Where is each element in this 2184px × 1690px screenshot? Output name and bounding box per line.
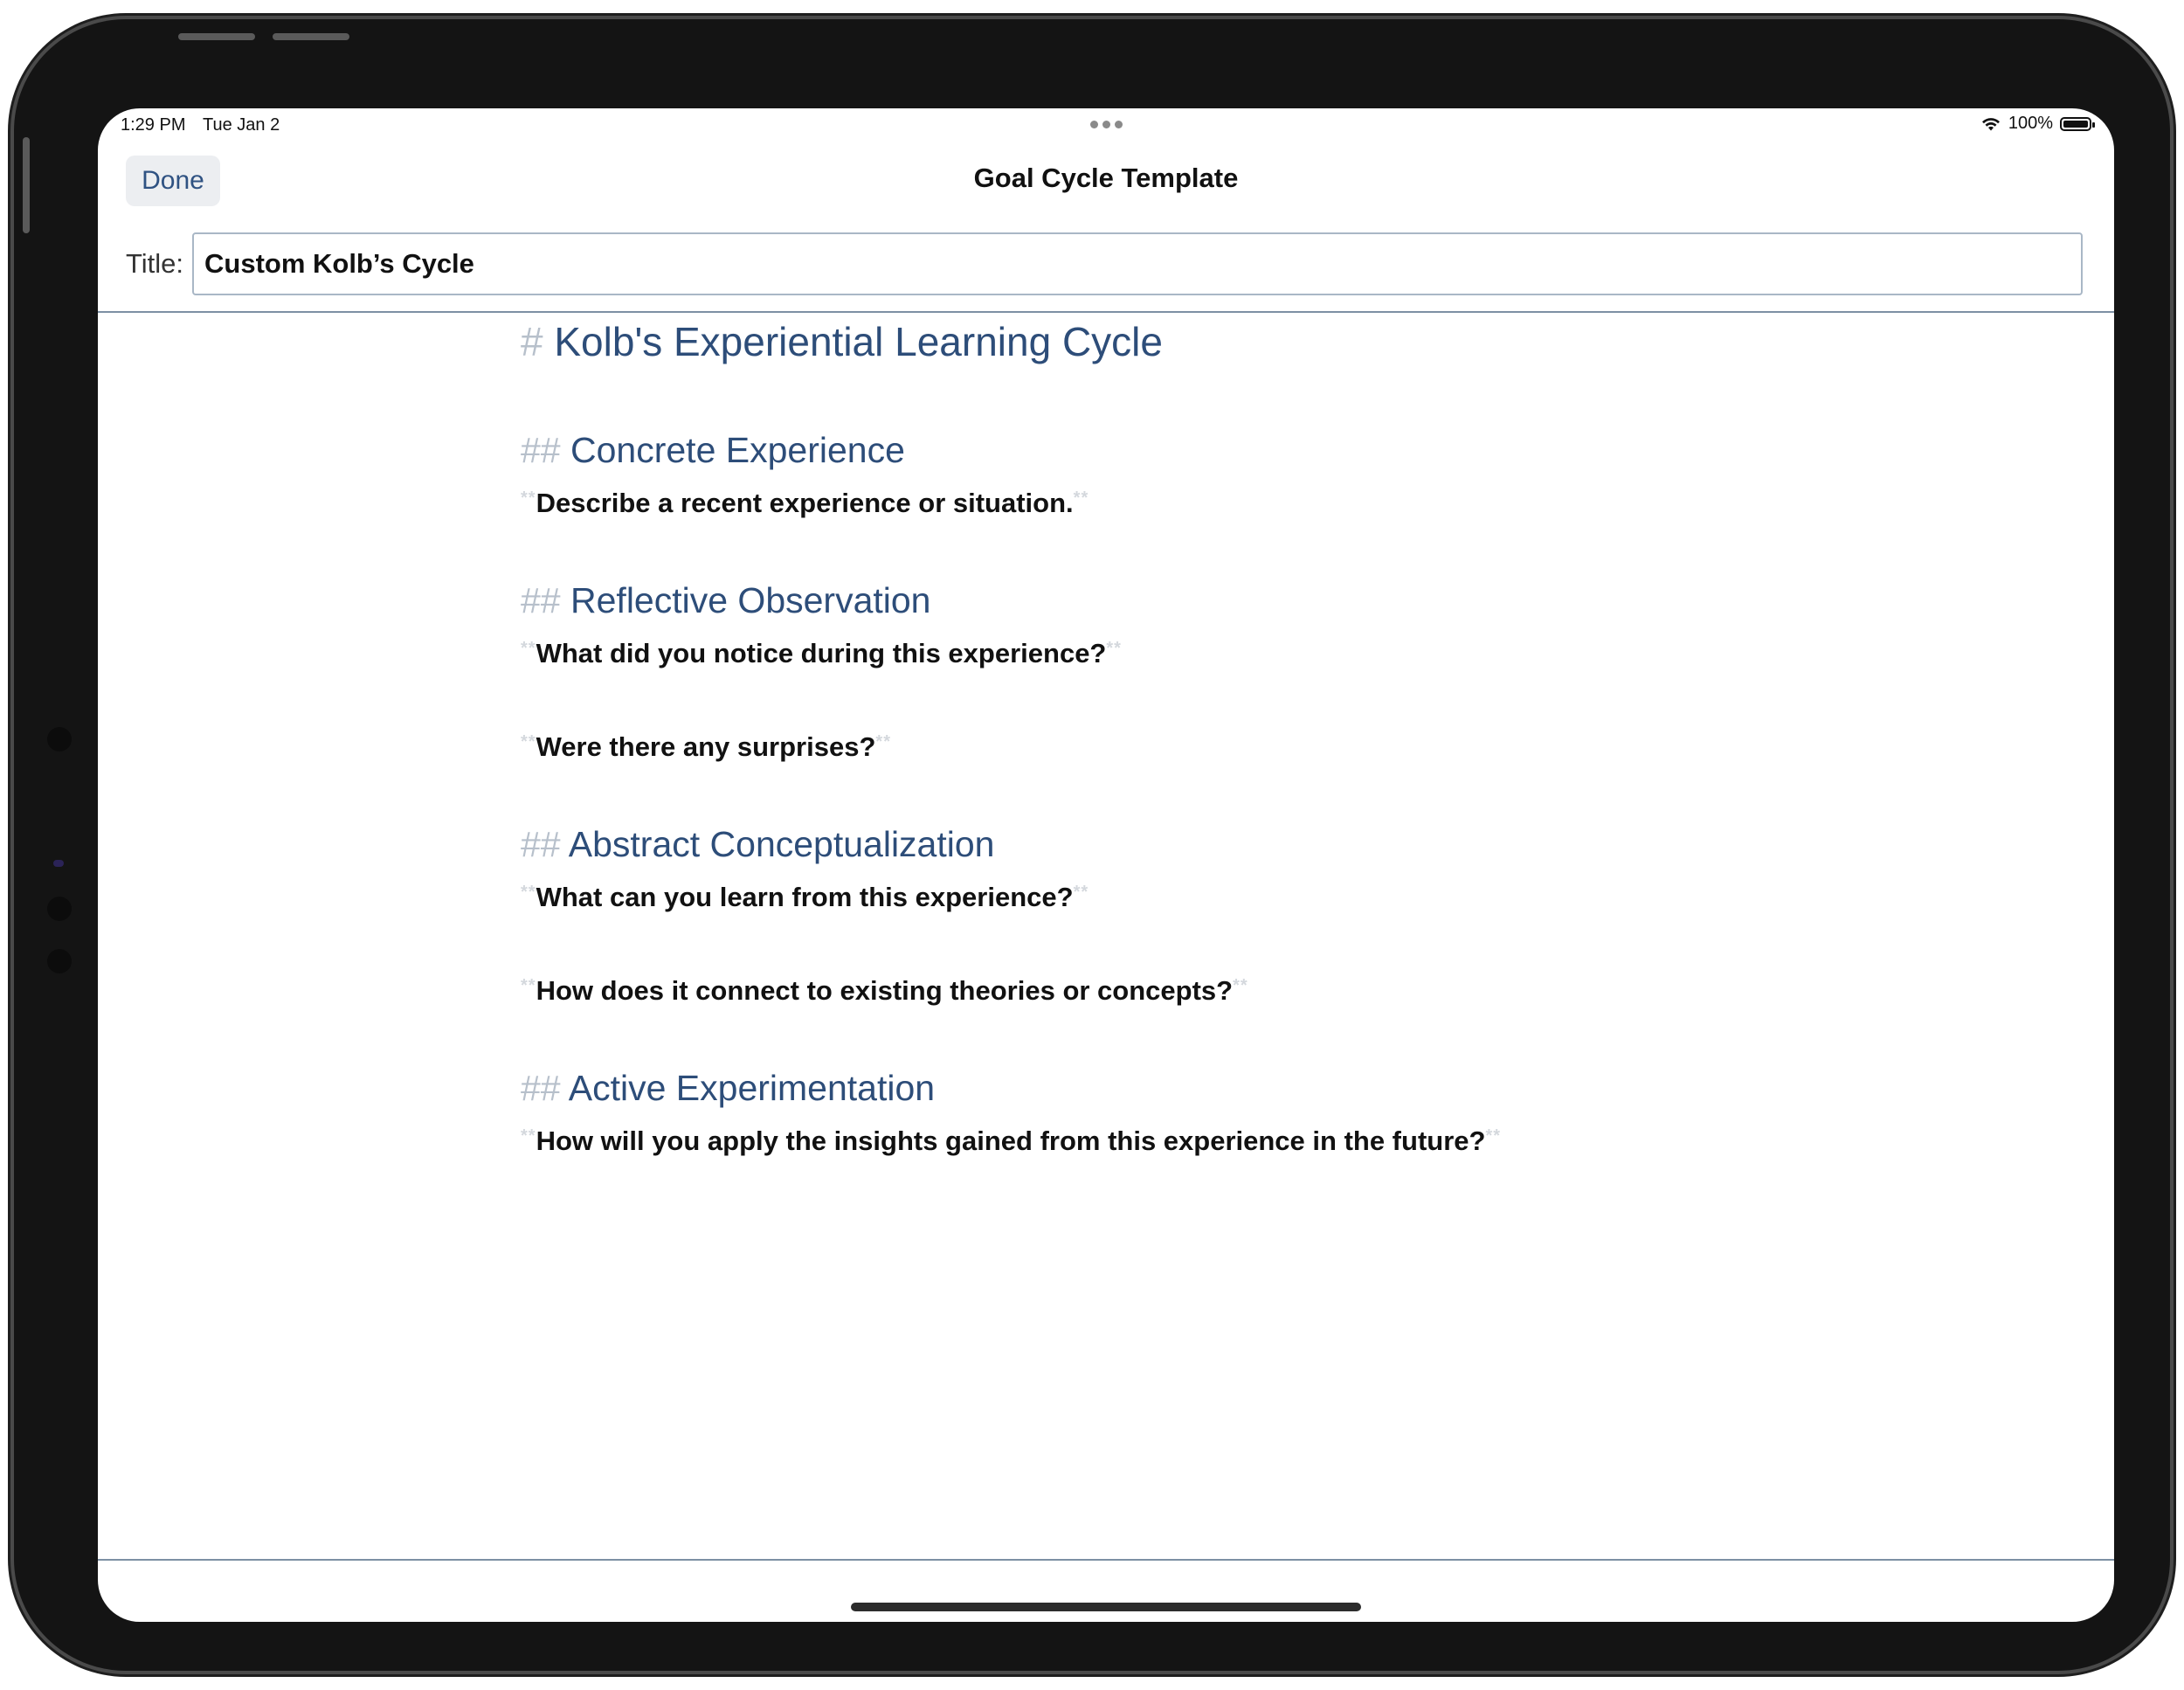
wifi-icon <box>1980 116 2001 132</box>
prompt-line <box>521 638 1122 669</box>
prompt-text: How does it connect to existing theories or concepts? <box>536 975 1234 1006</box>
battery-percentage: 100% <box>2008 114 2053 133</box>
prompt-text: Describe a recent experience or situation. <box>536 488 1074 518</box>
section-heading-text: Abstract Conceptualization <box>568 824 995 864</box>
top-button <box>273 33 349 40</box>
prompt-line <box>521 488 1089 519</box>
bold-marker: ** <box>521 732 536 751</box>
section-heading <box>521 824 994 865</box>
bold-marker: ** <box>1073 883 1089 902</box>
bold-marker: ** <box>1233 976 1248 995</box>
more-dots-icon[interactable] <box>1090 121 1125 129</box>
prompt-text: Were there any surprises? <box>536 731 876 762</box>
prompt-text: What can you learn from this experience? <box>536 882 1074 912</box>
camera-sensor <box>47 897 72 921</box>
battery-icon <box>2060 117 2091 131</box>
heading-text: Kolb's Experiential Learning Cycle <box>554 319 1163 364</box>
section-heading <box>521 430 905 471</box>
heading-marker: ## <box>521 1068 561 1108</box>
prompt-text: What did you notice during this experience? <box>536 638 1107 668</box>
section-heading-text: Reflective Observation <box>570 580 931 620</box>
ipad-frame <box>14 19 2170 1671</box>
bold-marker: ** <box>521 488 536 508</box>
bold-marker: ** <box>521 883 536 902</box>
heading-marker: ## <box>521 430 561 470</box>
bold-marker: ** <box>875 732 891 751</box>
heading-marker: ## <box>521 580 561 620</box>
prompt-line <box>521 731 891 763</box>
title-label: Title: <box>126 248 184 279</box>
bold-marker: ** <box>1106 639 1122 658</box>
camera-sensor <box>47 727 72 751</box>
camera-indicator <box>53 860 64 867</box>
prompt-line <box>521 975 1248 1007</box>
bold-marker: ** <box>1073 488 1089 508</box>
editor-heading-1 <box>521 318 1163 365</box>
status-time: 1:29 PM <box>121 115 186 135</box>
prompt-text: How will you apply the insights gained from this experience in the future? <box>536 1126 1486 1156</box>
bold-marker: ** <box>521 1126 536 1146</box>
heading-marker: ## <box>521 824 561 864</box>
screen <box>98 108 2114 1622</box>
side-button <box>23 137 30 233</box>
home-indicator[interactable] <box>851 1603 1361 1611</box>
prompt-line <box>521 882 1089 913</box>
status-date: Tue Jan 2 <box>203 115 280 135</box>
status-bar <box>98 108 2114 143</box>
title-input[interactable] <box>192 232 2083 295</box>
camera-sensor <box>47 949 72 973</box>
section-heading-text: Concrete Experience <box>570 430 905 470</box>
page-title: Goal Cycle Template <box>973 163 1239 193</box>
status-indicators <box>1980 114 2091 134</box>
section-heading <box>521 1068 935 1109</box>
section-heading <box>521 580 930 621</box>
bold-marker: ** <box>1485 1126 1502 1146</box>
top-button <box>178 33 255 40</box>
done-button[interactable]: Done <box>126 156 220 206</box>
section-heading-text: Active Experimentation <box>568 1068 936 1108</box>
bold-marker: ** <box>521 976 536 995</box>
bold-marker: ** <box>521 639 536 658</box>
prompt-line <box>521 1126 1501 1157</box>
heading-marker: # <box>521 319 543 364</box>
markdown-editor[interactable] <box>98 311 2114 1561</box>
